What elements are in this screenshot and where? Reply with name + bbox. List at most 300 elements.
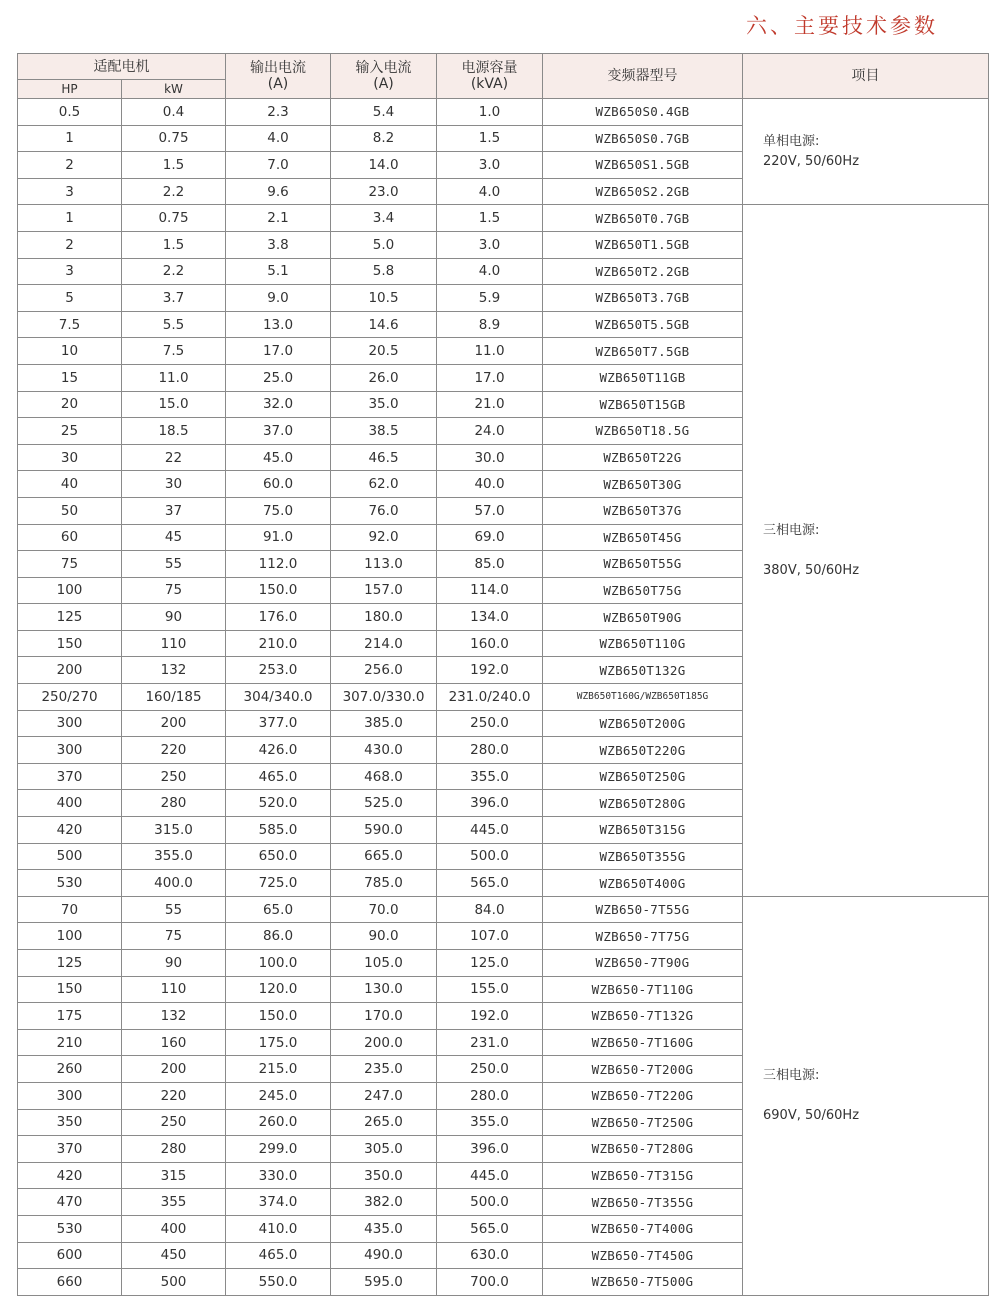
- hp-cell: 530: [18, 870, 122, 897]
- capacity-cell: 250.0: [437, 1056, 543, 1083]
- output-current-cell: 13.0: [226, 311, 331, 338]
- capacity-cell: 396.0: [437, 1136, 543, 1163]
- hp-cell: 420: [18, 1162, 122, 1189]
- input-current-cell: 26.0: [331, 364, 437, 391]
- input-current-cell: 595.0: [331, 1269, 437, 1296]
- kw-cell: 160: [122, 1029, 226, 1056]
- kw-cell: 315: [122, 1162, 226, 1189]
- hp-cell: 10: [18, 338, 122, 365]
- power-supply-group: [743, 896, 989, 1295]
- capacity-cell: 107.0: [437, 923, 543, 950]
- capacity-cell: 155.0: [437, 976, 543, 1003]
- hp-cell: 7.5: [18, 311, 122, 338]
- kw-cell: 200: [122, 710, 226, 737]
- kw-cell: 400.0: [122, 870, 226, 897]
- hp-cell: 100: [18, 577, 122, 604]
- hp-cell: 300: [18, 737, 122, 764]
- kw-cell: 37: [122, 497, 226, 524]
- hp-cell: 1: [18, 205, 122, 232]
- hp-cell: 125: [18, 604, 122, 631]
- output-current-cell: 9.6: [226, 178, 331, 205]
- hp-cell: 3: [18, 258, 122, 285]
- power-supply-group: [743, 205, 989, 896]
- model-cell: WZB650T5.5GB: [543, 311, 743, 338]
- model-cell: WZB650-7T500G: [543, 1269, 743, 1296]
- kw-cell: 1.5: [122, 231, 226, 258]
- output-current-cell: 100.0: [226, 950, 331, 977]
- input-current-cell: 5.8: [331, 258, 437, 285]
- output-current-cell: 465.0: [226, 763, 331, 790]
- capacity-cell: 630.0: [437, 1242, 543, 1269]
- input-current-cell: 180.0: [331, 604, 437, 631]
- output-current-cell: 585.0: [226, 817, 331, 844]
- hp-cell: 0.5: [18, 99, 122, 126]
- input-current-cell: 525.0: [331, 790, 437, 817]
- header-in-current-unit: (A): [373, 76, 394, 92]
- capacity-cell: 17.0: [437, 364, 543, 391]
- input-current-cell: 10.5: [331, 285, 437, 312]
- power-supply-group: [743, 99, 989, 205]
- output-current-cell: 299.0: [226, 1136, 331, 1163]
- table-row: [18, 205, 989, 232]
- input-current-cell: 130.0: [331, 976, 437, 1003]
- header-motor: 适配电机: [18, 54, 226, 80]
- kw-cell: 5.5: [122, 311, 226, 338]
- capacity-cell: 85.0: [437, 551, 543, 578]
- model-cell: WZB650T2.2GB: [543, 258, 743, 285]
- table-row: [18, 99, 989, 126]
- hp-cell: 30: [18, 444, 122, 471]
- model-cell: WZB650T0.7GB: [543, 205, 743, 232]
- model-cell: WZB650-7T110G: [543, 976, 743, 1003]
- model-cell: WZB650T220G: [543, 737, 743, 764]
- header-capacity-label: 电源容量: [461, 60, 518, 76]
- capacity-cell: 4.0: [437, 178, 543, 205]
- capacity-cell: 4.0: [437, 258, 543, 285]
- kw-cell: 0.75: [122, 125, 226, 152]
- header-out-current-label: 输出电流: [250, 60, 306, 76]
- output-current-cell: 210.0: [226, 630, 331, 657]
- capacity-cell: 40.0: [437, 471, 543, 498]
- header-out-current-unit: (A): [267, 76, 289, 92]
- input-current-cell: 38.5: [331, 418, 437, 445]
- page-title: 六、主要技术参数: [746, 14, 938, 38]
- hp-cell: 3: [18, 178, 122, 205]
- input-current-cell: 235.0: [331, 1056, 437, 1083]
- kw-cell: 250: [122, 1109, 226, 1136]
- input-current-cell: 307.0/330.0: [331, 684, 437, 711]
- input-current-cell: 62.0: [331, 471, 437, 498]
- hp-cell: 420: [18, 817, 122, 844]
- capacity-cell: 84.0: [437, 896, 543, 923]
- kw-cell: 11.0: [122, 364, 226, 391]
- hp-cell: 50: [18, 497, 122, 524]
- power-supply-spec: 690V, 50/60Hz: [763, 1107, 860, 1123]
- model-cell: WZB650T37G: [543, 497, 743, 524]
- kw-cell: 280: [122, 1136, 226, 1163]
- input-current-cell: 90.0: [331, 923, 437, 950]
- output-current-cell: 150.0: [226, 1003, 331, 1030]
- capacity-cell: 134.0: [437, 604, 543, 631]
- capacity-cell: 250.0: [437, 710, 543, 737]
- kw-cell: 110: [122, 976, 226, 1003]
- output-current-cell: 377.0: [226, 710, 331, 737]
- hp-cell: 470: [18, 1189, 122, 1216]
- kw-cell: 355.0: [122, 843, 226, 870]
- header-in-current: [331, 54, 437, 99]
- capacity-cell: 160.0: [437, 630, 543, 657]
- model-cell: WZB650T90G: [543, 604, 743, 631]
- header-kw: kW: [122, 80, 226, 99]
- model-cell: WZB650-7T75G: [543, 923, 743, 950]
- hp-cell: 200: [18, 657, 122, 684]
- kw-cell: 2.2: [122, 258, 226, 285]
- capacity-cell: 445.0: [437, 817, 543, 844]
- capacity-cell: 114.0: [437, 577, 543, 604]
- input-current-cell: 247.0: [331, 1082, 437, 1109]
- model-cell: WZB650T18.5G: [543, 418, 743, 445]
- model-cell: WZB650-7T355G: [543, 1189, 743, 1216]
- model-cell: WZB650-7T55G: [543, 896, 743, 923]
- hp-cell: 600: [18, 1242, 122, 1269]
- capacity-cell: 396.0: [437, 790, 543, 817]
- output-current-cell: 2.1: [226, 205, 331, 232]
- kw-cell: 250: [122, 763, 226, 790]
- hp-cell: 70: [18, 896, 122, 923]
- input-current-cell: 105.0: [331, 950, 437, 977]
- hp-cell: 60: [18, 524, 122, 551]
- kw-cell: 0.75: [122, 205, 226, 232]
- input-current-cell: 590.0: [331, 817, 437, 844]
- output-current-cell: 112.0: [226, 551, 331, 578]
- hp-cell: 5: [18, 285, 122, 312]
- input-current-cell: 350.0: [331, 1162, 437, 1189]
- model-cell: WZB650T400G: [543, 870, 743, 897]
- model-cell: WZB650-7T132G: [543, 1003, 743, 1030]
- input-current-cell: 20.5: [331, 338, 437, 365]
- model-cell: WZB650T110G: [543, 630, 743, 657]
- kw-cell: 355: [122, 1189, 226, 1216]
- output-current-cell: 65.0: [226, 896, 331, 923]
- power-supply-label: 三相电源:: [763, 522, 820, 538]
- output-current-cell: 245.0: [226, 1082, 331, 1109]
- output-current-cell: 304/340.0: [226, 684, 331, 711]
- kw-cell: 22: [122, 444, 226, 471]
- model-cell: WZB650T11GB: [543, 364, 743, 391]
- output-current-cell: 465.0: [226, 1242, 331, 1269]
- hp-cell: 500: [18, 843, 122, 870]
- hp-cell: 300: [18, 1082, 122, 1109]
- output-current-cell: 426.0: [226, 737, 331, 764]
- hp-cell: 2: [18, 152, 122, 179]
- capacity-cell: 192.0: [437, 657, 543, 684]
- kw-cell: 132: [122, 1003, 226, 1030]
- kw-cell: 75: [122, 577, 226, 604]
- hp-cell: 2: [18, 231, 122, 258]
- power-supply-spec: 380V, 50/60Hz: [763, 562, 860, 578]
- model-cell: WZB650-7T160G: [543, 1029, 743, 1056]
- capacity-cell: 192.0: [437, 1003, 543, 1030]
- hp-cell: 530: [18, 1215, 122, 1242]
- model-cell: WZB650T22G: [543, 444, 743, 471]
- capacity-cell: 3.0: [437, 152, 543, 179]
- kw-cell: 160/185: [122, 684, 226, 711]
- table-row: [18, 896, 989, 923]
- capacity-cell: 5.9: [437, 285, 543, 312]
- output-current-cell: 176.0: [226, 604, 331, 631]
- model-cell: WZB650-7T280G: [543, 1136, 743, 1163]
- hp-cell: 75: [18, 551, 122, 578]
- output-current-cell: 253.0: [226, 657, 331, 684]
- hp-cell: 100: [18, 923, 122, 950]
- hp-cell: 370: [18, 763, 122, 790]
- capacity-cell: 500.0: [437, 843, 543, 870]
- hp-cell: 350: [18, 1109, 122, 1136]
- capacity-cell: 500.0: [437, 1189, 543, 1216]
- output-current-cell: 25.0: [226, 364, 331, 391]
- capacity-cell: 57.0: [437, 497, 543, 524]
- input-current-cell: 265.0: [331, 1109, 437, 1136]
- input-current-cell: 170.0: [331, 1003, 437, 1030]
- kw-cell: 132: [122, 657, 226, 684]
- model-cell: WZB650T55G: [543, 551, 743, 578]
- model-cell: WZB650-7T220G: [543, 1082, 743, 1109]
- header-out-current: [226, 54, 331, 99]
- capacity-cell: 24.0: [437, 418, 543, 445]
- input-current-cell: 468.0: [331, 763, 437, 790]
- input-current-cell: 430.0: [331, 737, 437, 764]
- input-current-cell: 256.0: [331, 657, 437, 684]
- output-current-cell: 9.0: [226, 285, 331, 312]
- input-current-cell: 382.0: [331, 1189, 437, 1216]
- hp-cell: 210: [18, 1029, 122, 1056]
- kw-cell: 500: [122, 1269, 226, 1296]
- output-current-cell: 5.1: [226, 258, 331, 285]
- capacity-cell: 355.0: [437, 1109, 543, 1136]
- output-current-cell: 4.0: [226, 125, 331, 152]
- input-current-cell: 214.0: [331, 630, 437, 657]
- hp-cell: 260: [18, 1056, 122, 1083]
- kw-cell: 3.7: [122, 285, 226, 312]
- capacity-cell: 445.0: [437, 1162, 543, 1189]
- model-cell: WZB650S2.2GB: [543, 178, 743, 205]
- kw-cell: 280: [122, 790, 226, 817]
- hp-cell: 175: [18, 1003, 122, 1030]
- kw-cell: 0.4: [122, 99, 226, 126]
- header-model: 变频器型号: [543, 54, 743, 99]
- output-current-cell: 175.0: [226, 1029, 331, 1056]
- header-item: 项目: [743, 54, 989, 99]
- hp-cell: 1: [18, 125, 122, 152]
- capacity-cell: 280.0: [437, 1082, 543, 1109]
- capacity-cell: 3.0: [437, 231, 543, 258]
- capacity-cell: 125.0: [437, 950, 543, 977]
- input-current-cell: 435.0: [331, 1215, 437, 1242]
- power-supply-label: 三相电源:: [763, 1067, 820, 1083]
- model-cell: WZB650-7T200G: [543, 1056, 743, 1083]
- kw-cell: 220: [122, 1082, 226, 1109]
- model-cell: WZB650-7T250G: [543, 1109, 743, 1136]
- output-current-cell: 120.0: [226, 976, 331, 1003]
- output-current-cell: 37.0: [226, 418, 331, 445]
- output-current-cell: 330.0: [226, 1162, 331, 1189]
- kw-cell: 30: [122, 471, 226, 498]
- capacity-cell: 565.0: [437, 870, 543, 897]
- input-current-cell: 490.0: [331, 1242, 437, 1269]
- model-cell: WZB650T315G: [543, 817, 743, 844]
- spec-table: [17, 53, 989, 1296]
- input-current-cell: 785.0: [331, 870, 437, 897]
- header-row: [18, 54, 989, 80]
- output-current-cell: 2.3: [226, 99, 331, 126]
- capacity-cell: 280.0: [437, 737, 543, 764]
- output-current-cell: 374.0: [226, 1189, 331, 1216]
- output-current-cell: 410.0: [226, 1215, 331, 1242]
- output-current-cell: 3.8: [226, 231, 331, 258]
- header-in-current-label: 输入电流: [355, 60, 412, 76]
- kw-cell: 18.5: [122, 418, 226, 445]
- output-current-cell: 17.0: [226, 338, 331, 365]
- model-cell: WZB650T200G: [543, 710, 743, 737]
- output-current-cell: 75.0: [226, 497, 331, 524]
- kw-cell: 110: [122, 630, 226, 657]
- input-current-cell: 665.0: [331, 843, 437, 870]
- capacity-cell: 565.0: [437, 1215, 543, 1242]
- input-current-cell: 305.0: [331, 1136, 437, 1163]
- model-cell: WZB650S0.4GB: [543, 99, 743, 126]
- output-current-cell: 725.0: [226, 870, 331, 897]
- output-current-cell: 260.0: [226, 1109, 331, 1136]
- model-cell: WZB650T280G: [543, 790, 743, 817]
- capacity-cell: 21.0: [437, 391, 543, 418]
- model-cell: WZB650T355G: [543, 843, 743, 870]
- kw-cell: 1.5: [122, 152, 226, 179]
- hp-cell: 150: [18, 630, 122, 657]
- kw-cell: 7.5: [122, 338, 226, 365]
- capacity-cell: 355.0: [437, 763, 543, 790]
- capacity-cell: 1.5: [437, 205, 543, 232]
- capacity-cell: 30.0: [437, 444, 543, 471]
- hp-cell: 300: [18, 710, 122, 737]
- model-cell: WZB650T15GB: [543, 391, 743, 418]
- table-body: [18, 99, 989, 1296]
- model-cell: WZB650-7T400G: [543, 1215, 743, 1242]
- model-cell: WZB650T160G/WZB650T185G: [543, 684, 743, 711]
- model-cell: WZB650S0.7GB: [543, 125, 743, 152]
- input-current-cell: 157.0: [331, 577, 437, 604]
- capacity-cell: 8.9: [437, 311, 543, 338]
- capacity-cell: 231.0: [437, 1029, 543, 1056]
- kw-cell: 45: [122, 524, 226, 551]
- hp-cell: 660: [18, 1269, 122, 1296]
- header-capacity: [437, 54, 543, 99]
- hp-cell: 125: [18, 950, 122, 977]
- input-current-cell: 385.0: [331, 710, 437, 737]
- hp-cell: 370: [18, 1136, 122, 1163]
- header-capacity-unit: (kVA): [470, 76, 509, 92]
- output-current-cell: 91.0: [226, 524, 331, 551]
- capacity-cell: 1.0: [437, 99, 543, 126]
- output-current-cell: 520.0: [226, 790, 331, 817]
- kw-cell: 400: [122, 1215, 226, 1242]
- kw-cell: 90: [122, 604, 226, 631]
- hp-cell: 40: [18, 471, 122, 498]
- output-current-cell: 150.0: [226, 577, 331, 604]
- kw-cell: 15.0: [122, 391, 226, 418]
- kw-cell: 55: [122, 551, 226, 578]
- model-cell: WZB650-7T315G: [543, 1162, 743, 1189]
- hp-cell: 20: [18, 391, 122, 418]
- input-current-cell: 5.4: [331, 99, 437, 126]
- capacity-cell: 1.5: [437, 125, 543, 152]
- input-current-cell: 8.2: [331, 125, 437, 152]
- kw-cell: 200: [122, 1056, 226, 1083]
- model-cell: WZB650T45G: [543, 524, 743, 551]
- hp-cell: 15: [18, 364, 122, 391]
- output-current-cell: 215.0: [226, 1056, 331, 1083]
- kw-cell: 90: [122, 950, 226, 977]
- output-current-cell: 550.0: [226, 1269, 331, 1296]
- hp-cell: 150: [18, 976, 122, 1003]
- model-cell: WZB650-7T90G: [543, 950, 743, 977]
- capacity-cell: 11.0: [437, 338, 543, 365]
- hp-cell: 25: [18, 418, 122, 445]
- input-current-cell: 14.6: [331, 311, 437, 338]
- output-current-cell: 60.0: [226, 471, 331, 498]
- input-current-cell: 76.0: [331, 497, 437, 524]
- header-hp: HP: [18, 80, 122, 99]
- model-cell: WZB650T75G: [543, 577, 743, 604]
- hp-cell: 250/270: [18, 684, 122, 711]
- input-current-cell: 113.0: [331, 551, 437, 578]
- input-current-cell: 70.0: [331, 896, 437, 923]
- kw-cell: 55: [122, 896, 226, 923]
- kw-cell: 315.0: [122, 817, 226, 844]
- input-current-cell: 92.0: [331, 524, 437, 551]
- model-cell: WZB650T30G: [543, 471, 743, 498]
- output-current-cell: 7.0: [226, 152, 331, 179]
- model-cell: WZB650T132G: [543, 657, 743, 684]
- input-current-cell: 5.0: [331, 231, 437, 258]
- model-cell: WZB650-7T450G: [543, 1242, 743, 1269]
- capacity-cell: 700.0: [437, 1269, 543, 1296]
- input-current-cell: 46.5: [331, 444, 437, 471]
- input-current-cell: 14.0: [331, 152, 437, 179]
- input-current-cell: 200.0: [331, 1029, 437, 1056]
- capacity-cell: 69.0: [437, 524, 543, 551]
- model-cell: WZB650T1.5GB: [543, 231, 743, 258]
- capacity-cell: 231.0/240.0: [437, 684, 543, 711]
- hp-cell: 400: [18, 790, 122, 817]
- kw-cell: 450: [122, 1242, 226, 1269]
- input-current-cell: 35.0: [331, 391, 437, 418]
- output-current-cell: 45.0: [226, 444, 331, 471]
- output-current-cell: 32.0: [226, 391, 331, 418]
- kw-cell: 220: [122, 737, 226, 764]
- model-cell: WZB650T250G: [543, 763, 743, 790]
- output-current-cell: 650.0: [226, 843, 331, 870]
- output-current-cell: 86.0: [226, 923, 331, 950]
- model-cell: WZB650T7.5GB: [543, 338, 743, 365]
- model-cell: WZB650T3.7GB: [543, 285, 743, 312]
- input-current-cell: 23.0: [331, 178, 437, 205]
- power-supply-label: 单相电源:: [763, 133, 820, 149]
- model-cell: WZB650S1.5GB: [543, 152, 743, 179]
- kw-cell: 75: [122, 923, 226, 950]
- input-current-cell: 3.4: [331, 205, 437, 232]
- kw-cell: 2.2: [122, 178, 226, 205]
- power-supply-spec: 220V, 50/60Hz: [763, 153, 860, 169]
